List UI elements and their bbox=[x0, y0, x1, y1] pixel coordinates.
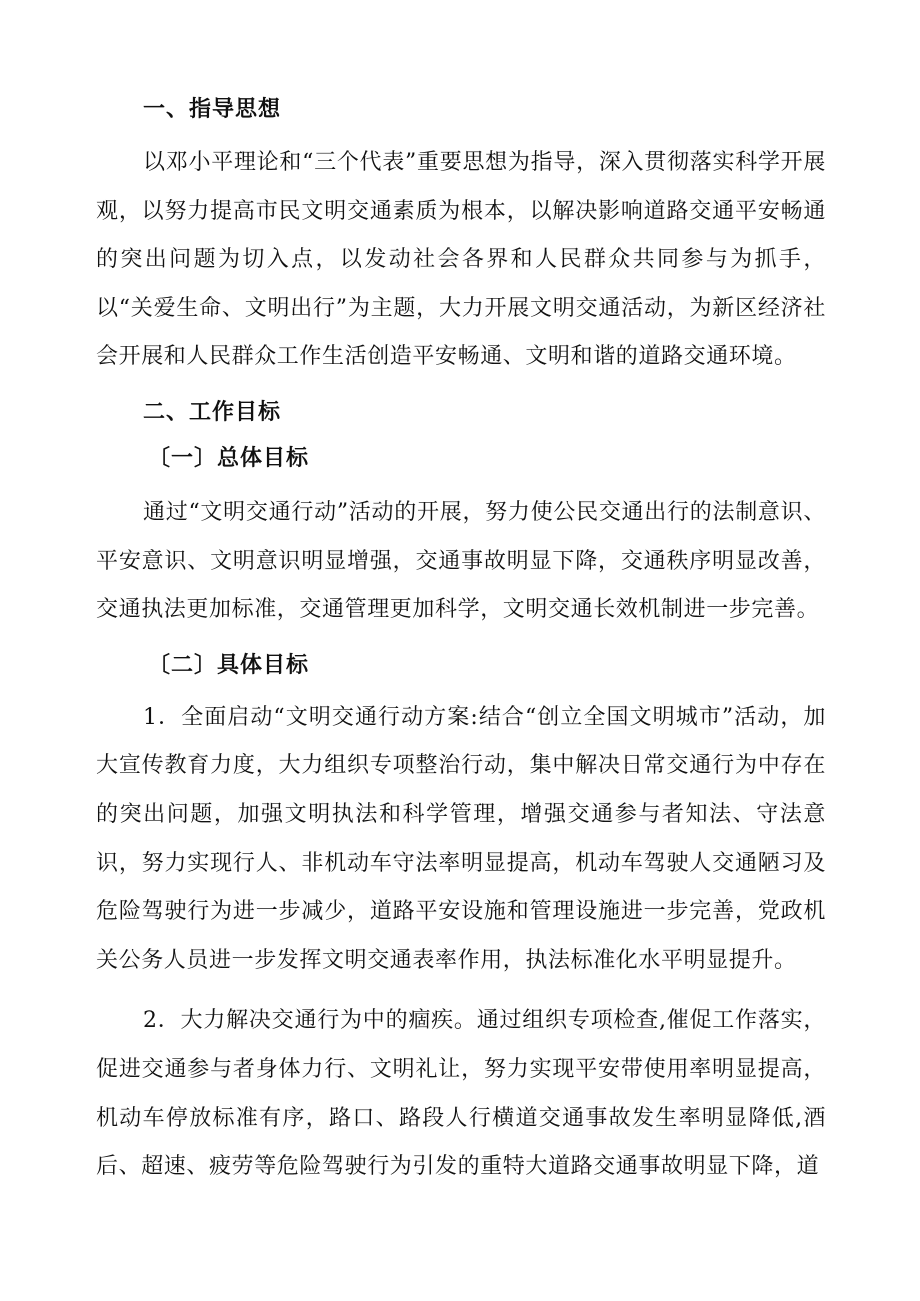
subheading-specific-goals: 〔二〕具体目标 bbox=[148, 652, 310, 678]
specific-goal-item-1: 1．全面启动“文明交通行动方案:结合“创立全国文明城市”活动，加大宣传教育力度，大力组织专项整治行动，集中解决日常交通行为中存在的突出问题，加强文明执法和科学管理，增强交通参与者知法、守法意识，努力实现行人、非机动车守法率明显提高，机动车驾驶人交通陋习及危险驾驶行为进一步减少，道路平安设施和管理设施进一步完善，党政机关公务人员进一步发挥文明交通表率作用，执法标准化水平明显提升。 bbox=[96, 704, 826, 973]
subheading-overall-goals: 〔一〕总体目标 bbox=[148, 445, 310, 471]
guiding-ideology-paragraph: 以邓小平理论和“三个代表”重要思想为指导，深入贯彻落实科学开展观，以努力提高市民文明交通素质为根本，以解决影响道路交通平安畅通的突出问题为切入点，以发动社会各界和人民群众共同参与为抓手，以“关爱生命、文明出行”为主题，大力开展文明交通活动，为新区经济社会开展和人民群众工作生活创造平安畅通、文明和谐的道路交通环境。 bbox=[96, 150, 826, 370]
section-heading-guiding-ideology: 一、指导思想 bbox=[143, 97, 282, 122]
overall-goals-paragraph: 通过“文明交通行动”活动的开展，努力使公民交通出行的法制意识、平安意识、文明意识明显增强，交通事故明显下降，交通秩序明显改善，交通执法更加标准，交通管理更加科学，文明交通长效机制进一步完善。 bbox=[96, 499, 826, 623]
document-body bbox=[96, 94, 826, 1192]
specific-goal-item-2: 2．大力解决交通行为中的痼疾。通过组织专项检查,催促工作落实，促进交通参与者身体力行、文明礼让，努力实现平安带使用率明显提高，机动车停放标准有序，路口、路段人行横道交通事故发生率明显降低,酒后、超速、疲劳等危险驾驶行为引发的重特大道路交通事故明显下降，道 bbox=[96, 1008, 826, 1180]
section-heading-work-goals: 二、工作目标 bbox=[143, 399, 282, 425]
